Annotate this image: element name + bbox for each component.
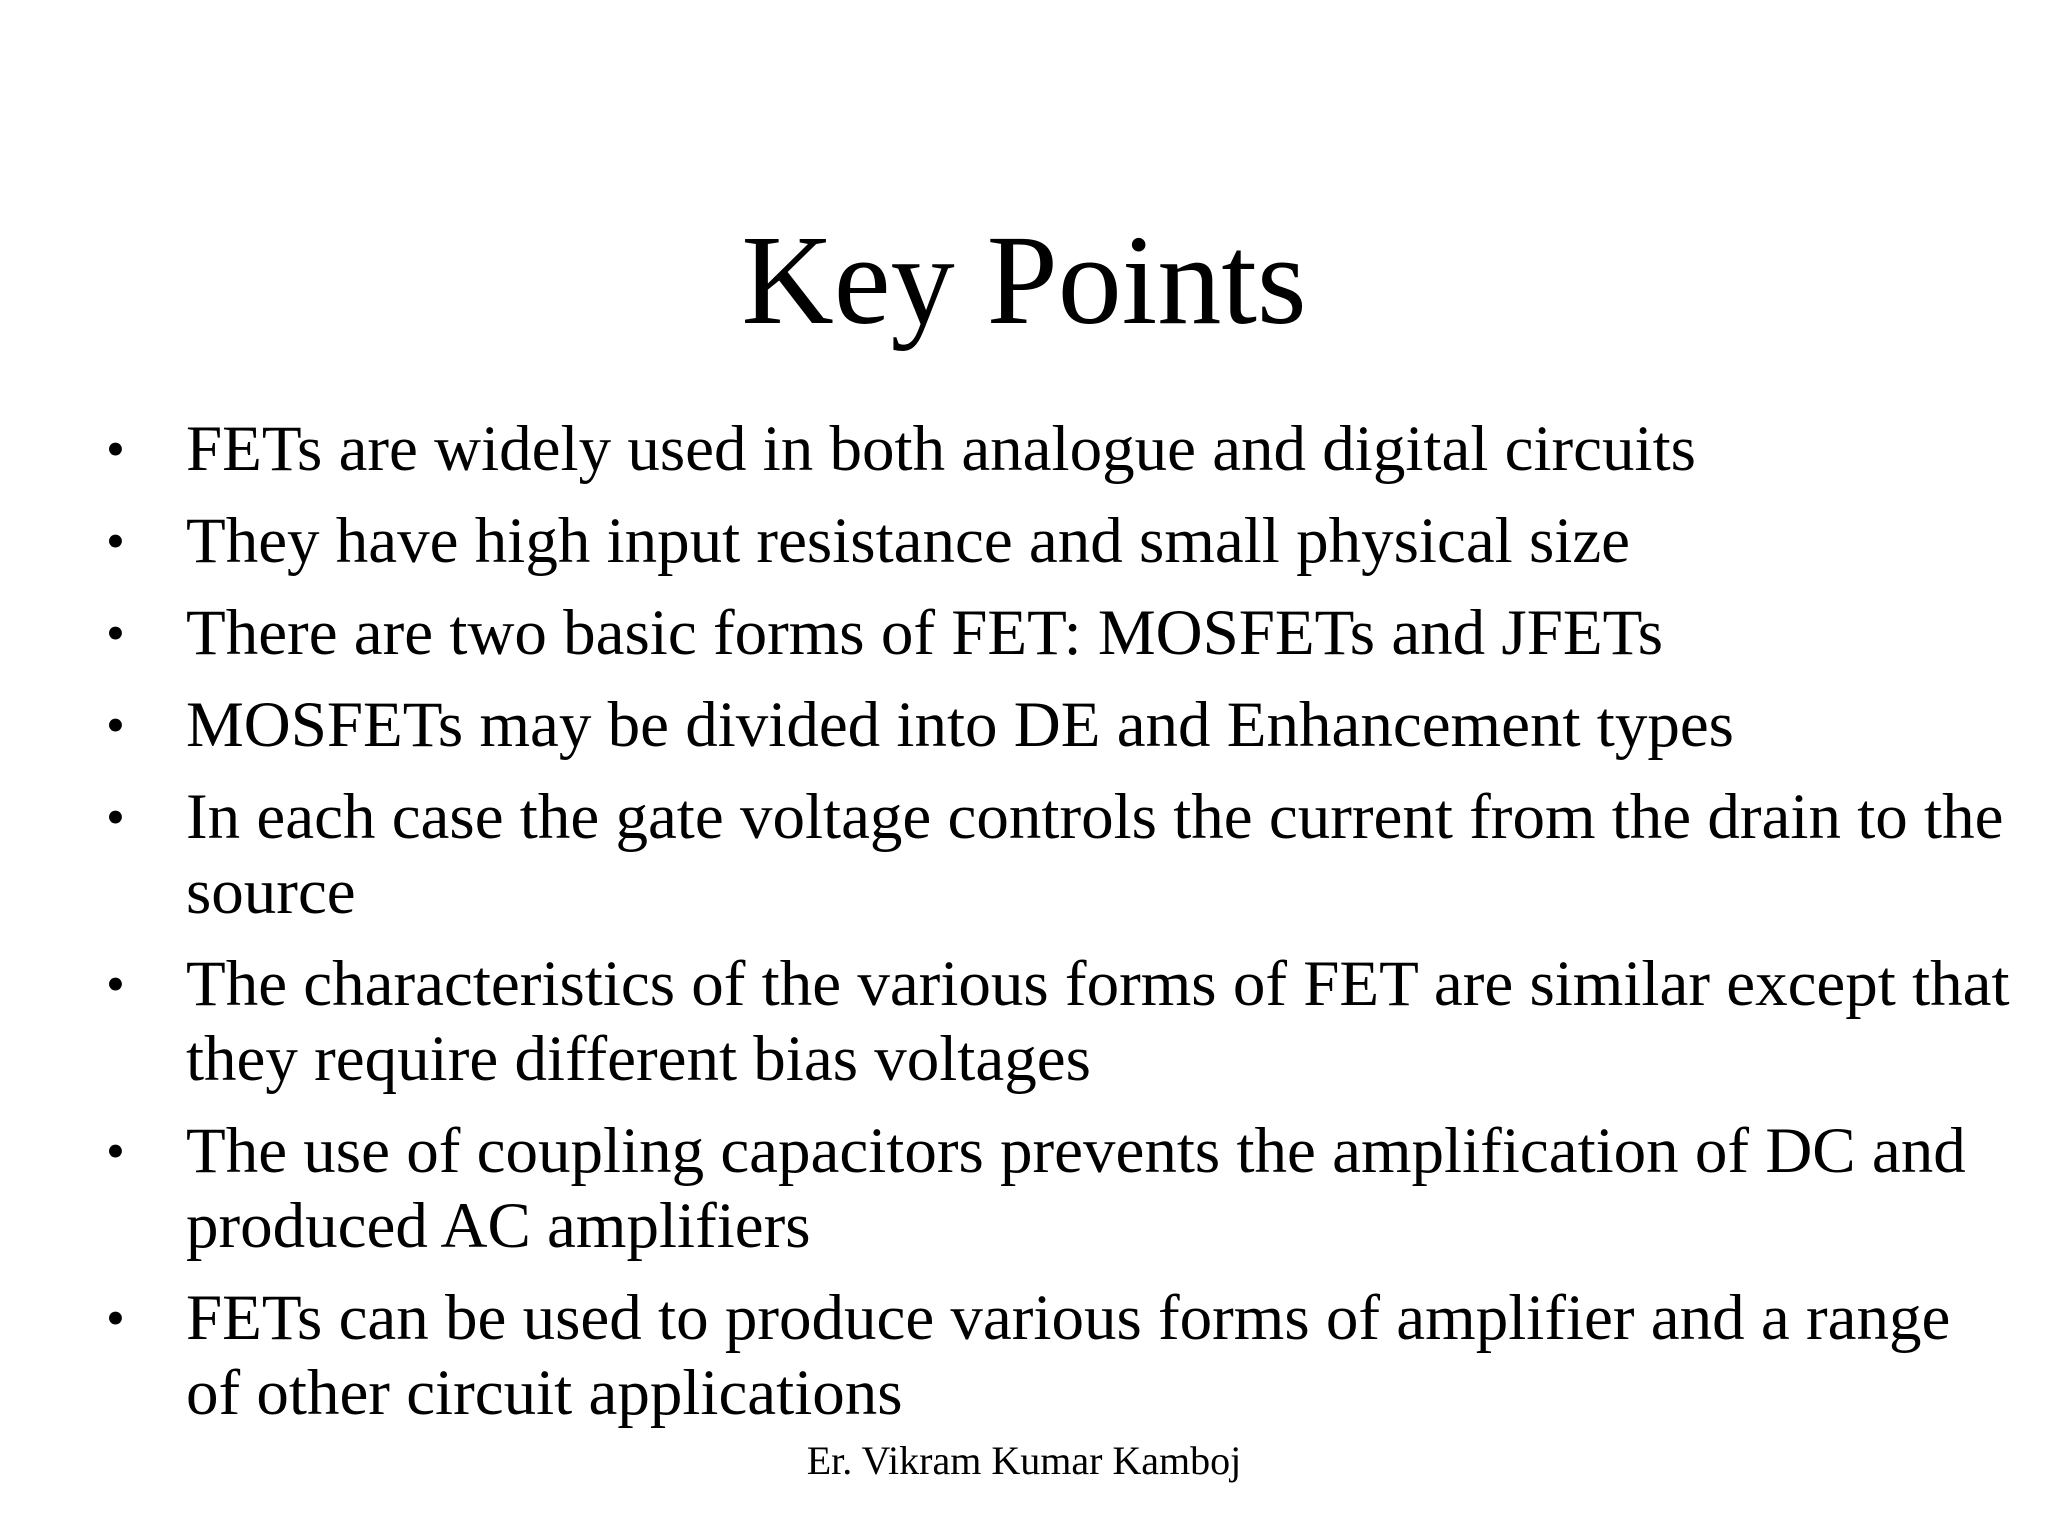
bullet-icon: • [106,954,125,1014]
bullet-icon: • [106,419,125,479]
bullet-item [100,596,2020,671]
bullet-item [100,504,2020,579]
bullet-icon: • [106,511,125,571]
bullet-icon: • [106,1121,125,1181]
bullet-text: They have high input resistance and small physical size [186,505,1631,577]
bullet-item [100,947,2020,1097]
bullet-item [100,1281,2020,1431]
bullet-item [100,688,2020,763]
bullet-item [100,780,2020,930]
bullet-text: The characteristics of the various forms of FET are similar except that they require different bias voltages [186,948,2010,1095]
slide-title: Key Points [741,209,1307,351]
bullet-icon: • [106,695,125,755]
bullet-text: MOSFETs may be divided into DE and Enhancement types [186,689,1734,761]
bullet-icon: • [106,1288,125,1348]
bullet-text: There are two basic forms of FET: MOSFETs and JFETs [186,597,1664,669]
bullet-text: In each case the gate voltage controls the current from the drain to the source [186,781,2004,928]
bullet-icon: • [106,603,125,663]
bullet-text: FETs can be used to produce various forms of amplifier and a range of other circuit applications [186,1282,1951,1429]
bullet-text: The use of coupling capacitors prevents the amplification of DC and produced AC amplifiers [186,1115,1966,1262]
bullet-item [100,412,2020,487]
bullet-item [100,1114,2020,1264]
bullet-text: FETs are widely used in both analogue and digital circuits [186,413,1696,485]
bullet-list [100,412,2020,1448]
slide-footer: Er. Vikram Kumar Kamboj [806,1438,1242,1483]
bullet-icon: • [106,787,125,847]
